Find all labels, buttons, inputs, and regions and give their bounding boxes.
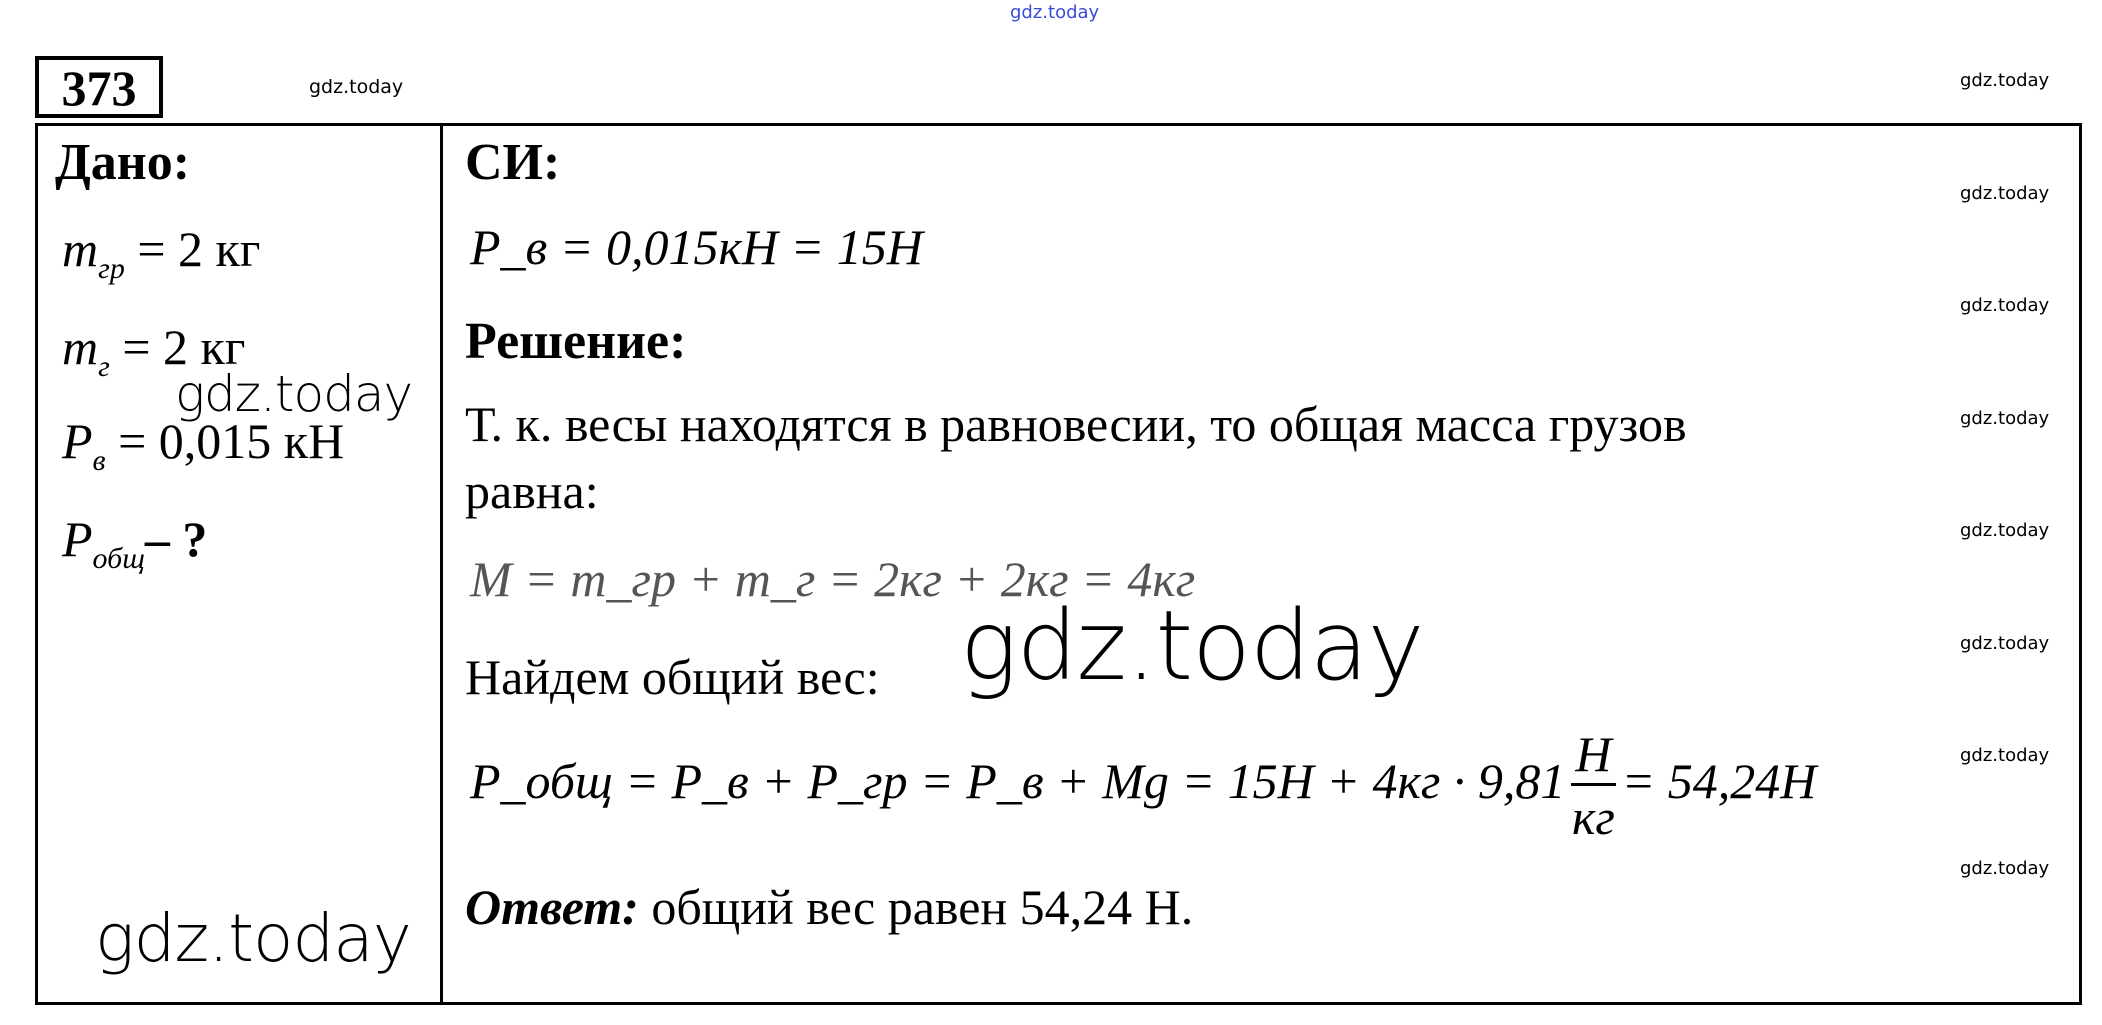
si-heading: СИ: bbox=[465, 134, 561, 191]
problem-number: 373 bbox=[35, 56, 163, 118]
given-mass-load: $m_{гр} = 2$ кг bbox=[62, 221, 261, 285]
given-weight-scale: $P_в = 0,015$ кН bbox=[62, 413, 345, 477]
given-mass-weights: $m_г = 2$ кг bbox=[62, 319, 246, 383]
column-divider bbox=[440, 123, 443, 1005]
solution-text-line3: Найдем общий вес: bbox=[465, 649, 880, 705]
watermark-right-7: gdz.today bbox=[1960, 745, 2050, 766]
watermark-right-4: gdz.today bbox=[1960, 408, 2050, 429]
mass-formula: M = m_гр + m_г = 2кг + 2кг = 4кг bbox=[470, 551, 1196, 607]
watermark-given-2: gdz.today bbox=[95, 900, 411, 977]
solution-text-line2: равна: bbox=[465, 463, 599, 519]
answer: Ответ: общий вес равен 54,24 Н. bbox=[465, 879, 1194, 935]
weight-formula: P_общ = P_в + P_гр = P_в + Mg = 15H + 4кг · 9,81 $\frac{Н}{кг}$ = 54,24H bbox=[470, 725, 1816, 848]
solution-text-line1: Т. к. весы находятся в равновесии, то общая масса грузов bbox=[465, 396, 1687, 452]
watermark-right-5: gdz.today bbox=[1960, 520, 2050, 541]
watermark-right-6: gdz.today bbox=[1960, 633, 2050, 654]
si-formula: P_в = 0,015кН = 15Н bbox=[470, 219, 923, 275]
solution-heading: Решение: bbox=[465, 313, 687, 370]
watermark-top: gdz.today bbox=[1010, 2, 1100, 23]
given-unknown-total-weight: $P_{общ}-$ ? bbox=[62, 511, 208, 575]
watermark-right-3: gdz.today bbox=[1960, 295, 2050, 316]
watermark-right-2: gdz.today bbox=[1960, 183, 2050, 204]
watermark-header: gdz.today bbox=[309, 76, 404, 98]
watermark-given-1: gdz.today bbox=[175, 365, 413, 423]
watermark-right-8: gdz.today bbox=[1960, 858, 2050, 879]
watermark-right-1: gdz.today bbox=[1960, 70, 2050, 91]
given-heading: Дано: bbox=[55, 134, 191, 191]
watermark-center: gdz.today bbox=[960, 590, 1424, 702]
unit-fraction: $\frac{Н}{кг}$ bbox=[1572, 726, 1615, 845]
